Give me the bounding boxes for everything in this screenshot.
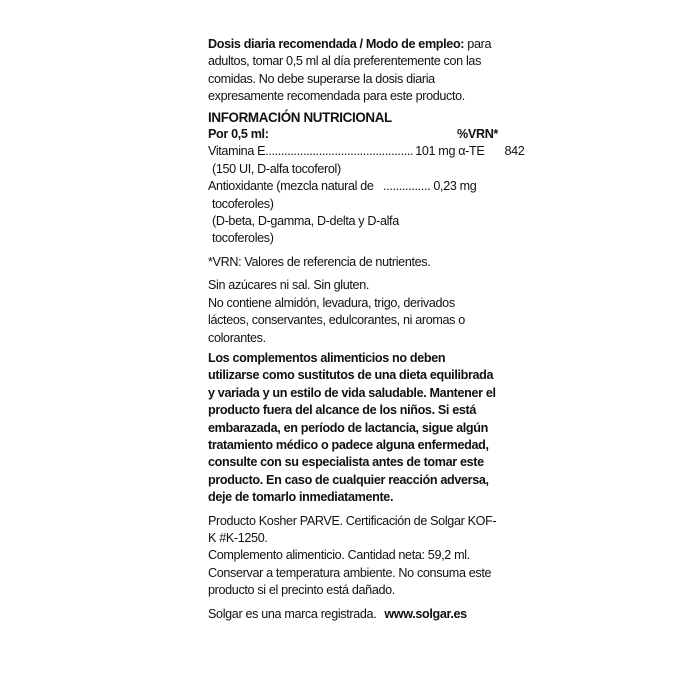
vrn-header: %VRN*	[457, 127, 498, 142]
dosage-paragraph	[208, 36, 498, 106]
not-contains-text: No contiene almidón, levadura, trigo, derivados lácteos, conservantes, edulcorantes, ni aromas o colorantes.	[208, 295, 465, 345]
per-serving-label: Por 0,5 ml:	[208, 127, 269, 142]
dosage-text: para adultos, tomar 0,5 ml al día preferentemente con las comidas. No debe superarse la dosis diaria expresamente recomendada para este producto.	[208, 37, 492, 104]
antioxidant-dots: ...............	[383, 179, 431, 194]
vitamin-e-name: Vitamina E	[208, 144, 266, 159]
nutrition-header-row	[208, 126, 498, 143]
nutrition-heading: INFORMACIÓN NUTRICIONAL	[208, 109, 392, 125]
trademark-line	[208, 606, 498, 623]
vrn-note: *VRN: Valores de referencia de nutrientes.	[208, 254, 431, 269]
storage-text: Conservar a temperatura ambiente. No consuma este producto si el precinto está dañado.	[208, 565, 492, 598]
product-label	[208, 36, 525, 623]
antioxidant-line-3: (D-beta, D-gamma, D-delta y D-alfa	[212, 214, 399, 229]
website-link[interactable]: www.solgar.es	[384, 606, 467, 621]
trademark-text: Solgar es una marca registrada.	[208, 606, 377, 621]
antioxidant-amount: 0,23 mg	[433, 179, 477, 194]
kosher-text: Producto Kosher PARVE. Certificación de Solgar KOF-K #K-1250.	[208, 513, 497, 545]
dosage-heading: Dosis diaria recomendada / Modo de empleo:	[208, 37, 465, 51]
free-from-text: Sin azúcares ni sal. Sin gluten.	[208, 278, 370, 293]
antioxidant-line-4: tocoferoles)	[212, 231, 274, 246]
antioxidant-line-2: tocoferoles)	[212, 196, 274, 211]
net-quantity-text: Complemento alimenticio. Cantidad neta: 59,2 ml.	[208, 548, 470, 563]
vitamin-e-dots: ...............................................	[265, 144, 414, 159]
antioxidant-name: Antioxidante (mezcla natural de	[208, 179, 374, 194]
vitamin-e-amount: 101 mg α-TE	[415, 144, 485, 159]
vitamin-e-detail: (150 UI, D-alfa tocoferol)	[212, 161, 341, 176]
vitamin-e-row	[208, 143, 525, 160]
warning-text: Los complementos alimenticios no deben utilizarse como sustitutos de una dieta equilibrada y variada y un estilo de vida saludable. Mantener el producto fuera del alcance de los niños. Si está embarazada, en período de lactancia, sigue algún tratamiento médico o padece alguna enfermedad, consulte con su especialista antes de tomar este producto. En caso de cualquier reacción adversa, deje de tomarlo inmediatamente.	[208, 350, 496, 505]
antioxidant-line-1	[208, 178, 498, 195]
vitamin-e-vrn: 842	[504, 144, 525, 159]
